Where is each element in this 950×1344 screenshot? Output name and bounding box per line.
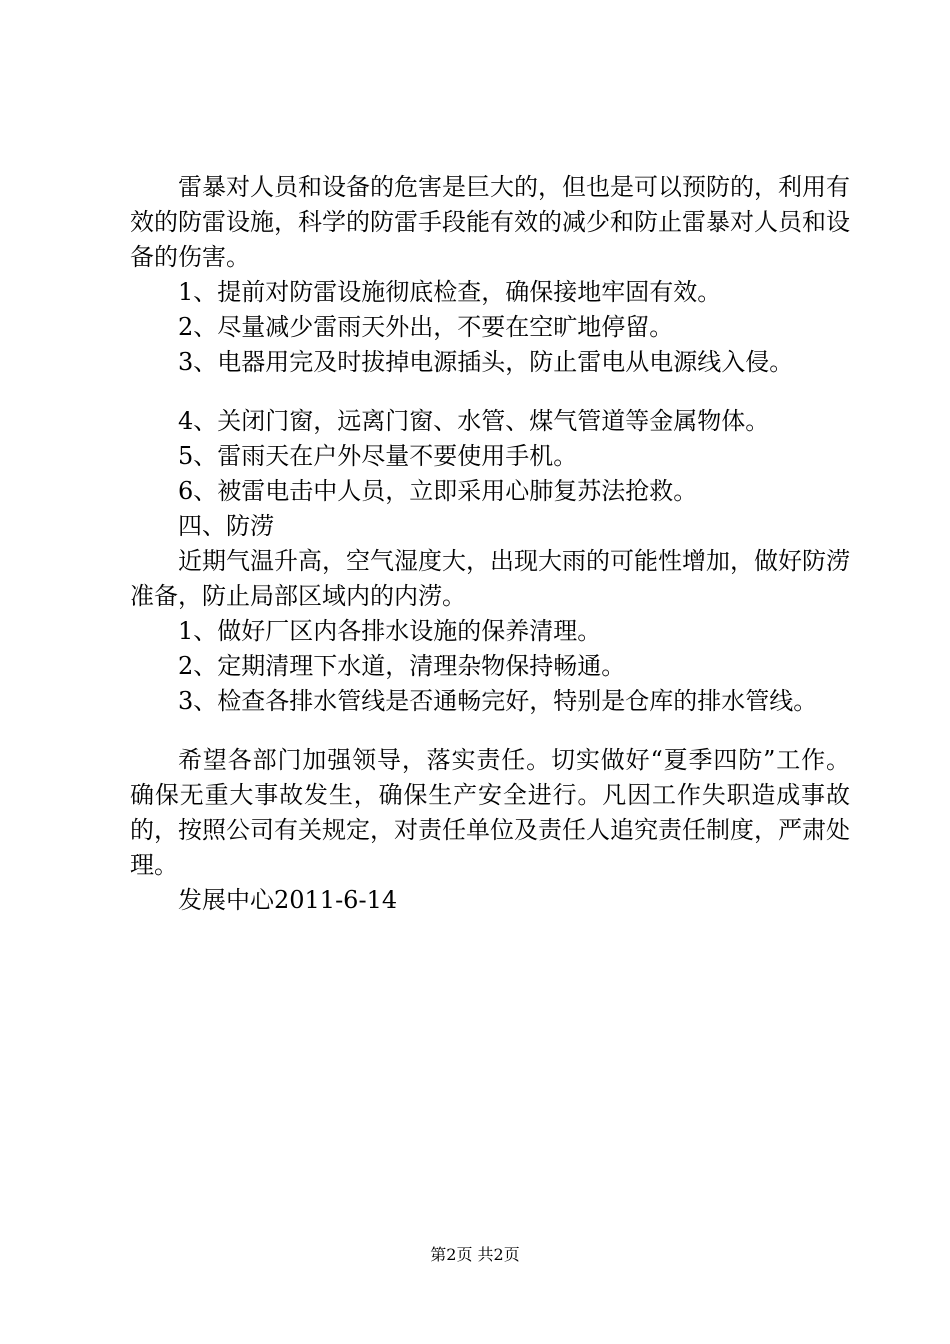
lightning-item-2: 2、尽量减少雷雨天外出，不要在空旷地停留。 [178, 313, 674, 341]
paragraph-gap [130, 719, 850, 743]
intro-paragraph: 雷暴对人员和设备的危害是巨大的，但也是可以预防的，利用有效的防雷设施，科学的防雷手段能有效的减少和防止雷暴对人员和设备的伤害。 [130, 173, 850, 271]
lightning-item-1: 1、提前对防雷设施彻底检查，确保接地牢固有效。 [178, 278, 722, 306]
signature-date: 发展中心2011-6-14 [178, 886, 398, 914]
paragraph-gap [130, 380, 850, 404]
page-number-footer: 第2页 共2页 [430, 1245, 520, 1264]
lightning-item-4: 4、关闭门窗，远离门窗、水管、煤气管道等金属物体。 [178, 407, 770, 435]
lightning-item-3: 3、电器用完及时拔掉电源插头，防止雷电从电源线入侵。 [178, 348, 794, 376]
flood-item-3: 3、检查各排水管线是否通畅完好，特别是仓库的排水管线。 [178, 687, 818, 715]
closing-paragraph: 希望各部门加强领导，落实责任。切实做好“夏季四防”工作。确保无重大事故发生，确保生产安全进行。凡因工作失职造成事故的，按照公司有关规定，对责任单位及责任人追究责任制度，严肃处理。 [130, 746, 850, 879]
lightning-item-5: 5、雷雨天在户外尽量不要使用手机。 [178, 442, 578, 470]
lightning-item-6: 6、被雷电击中人员，立即采用心肺复苏法抢救。 [178, 477, 698, 505]
flood-item-1: 1、做好厂区内各排水设施的保养清理。 [178, 617, 602, 645]
flood-intro-paragraph: 近期气温升高，空气湿度大，出现大雨的可能性增加，做好防涝准备，防止局部区域内的内涝。 [130, 547, 850, 610]
flood-item-2: 2、定期清理下水道，清理杂物保持畅通。 [178, 652, 626, 680]
section-heading-flood: 四、防涝 [178, 512, 274, 540]
document-body [130, 170, 850, 918]
